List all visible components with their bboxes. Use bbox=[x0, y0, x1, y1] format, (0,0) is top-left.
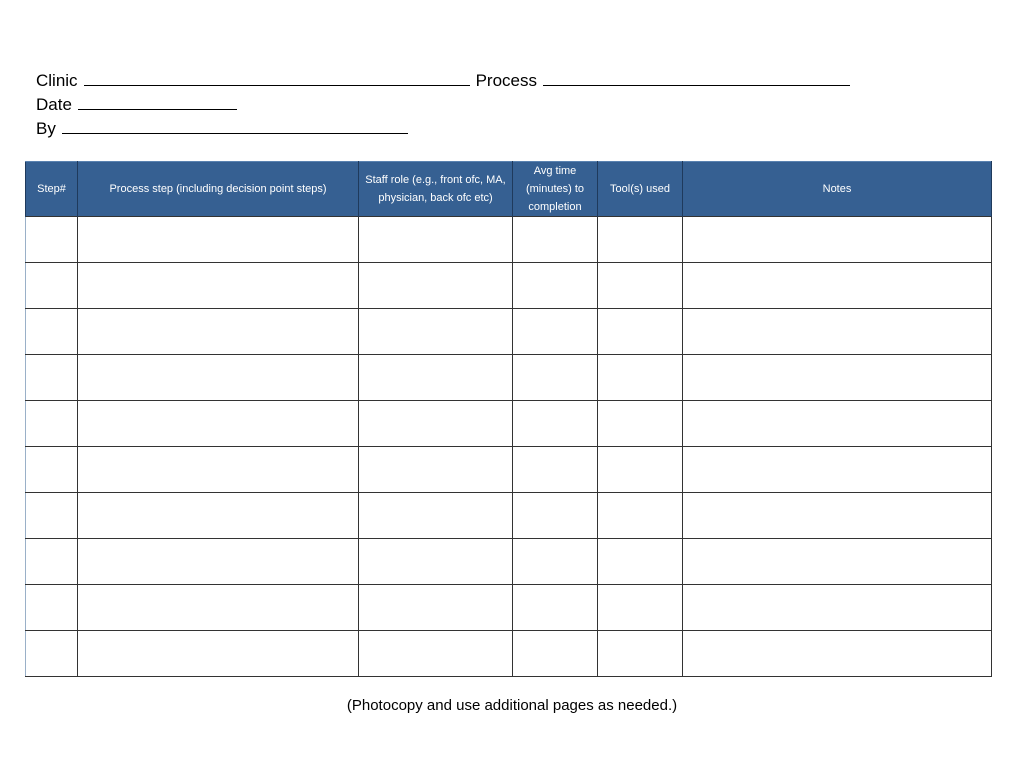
date-label: Date bbox=[36, 95, 72, 114]
notes-cell[interactable] bbox=[683, 447, 992, 493]
process-step-cell[interactable] bbox=[78, 631, 359, 677]
notes-cell[interactable] bbox=[683, 585, 992, 631]
notes-cell[interactable] bbox=[683, 631, 992, 677]
staff-role-cell[interactable] bbox=[359, 493, 513, 539]
date-line bbox=[36, 92, 850, 116]
step-number-cell[interactable] bbox=[26, 585, 78, 631]
staff-role-cell[interactable] bbox=[359, 309, 513, 355]
step-number-cell[interactable] bbox=[26, 217, 78, 263]
table-row bbox=[26, 447, 992, 493]
step-number-cell[interactable] bbox=[26, 309, 78, 355]
table-row bbox=[26, 401, 992, 447]
by-blank-line[interactable] bbox=[62, 116, 408, 134]
column-header-avg-time: Avg time (minutes) to completion bbox=[513, 162, 598, 217]
tools-used-cell[interactable] bbox=[598, 263, 683, 309]
tools-used-cell[interactable] bbox=[598, 401, 683, 447]
by-line bbox=[36, 116, 850, 140]
process-step-cell[interactable] bbox=[78, 309, 359, 355]
notes-cell[interactable] bbox=[683, 539, 992, 585]
avg-time-cell[interactable] bbox=[513, 401, 598, 447]
process-blank-line[interactable] bbox=[543, 68, 850, 86]
table-row bbox=[26, 539, 992, 585]
process-step-cell[interactable] bbox=[78, 217, 359, 263]
column-header-process-step: Process step (including decision point steps) bbox=[78, 162, 359, 217]
column-header-step-number: Step# bbox=[26, 162, 78, 217]
step-number-cell[interactable] bbox=[26, 539, 78, 585]
clinic-blank-line[interactable] bbox=[84, 68, 470, 86]
process-step-cell[interactable] bbox=[78, 355, 359, 401]
by-label: By bbox=[36, 119, 56, 138]
process-step-cell[interactable] bbox=[78, 585, 359, 631]
staff-role-cell[interactable] bbox=[359, 539, 513, 585]
notes-cell[interactable] bbox=[683, 355, 992, 401]
tools-used-cell[interactable] bbox=[598, 631, 683, 677]
notes-cell[interactable] bbox=[683, 401, 992, 447]
staff-role-cell[interactable] bbox=[359, 631, 513, 677]
clinic-process-line bbox=[36, 68, 850, 92]
tools-used-cell[interactable] bbox=[598, 585, 683, 631]
table-row bbox=[26, 631, 992, 677]
staff-role-cell[interactable] bbox=[359, 355, 513, 401]
column-header-notes: Notes bbox=[683, 162, 992, 217]
tools-used-cell[interactable] bbox=[598, 355, 683, 401]
tools-used-cell[interactable] bbox=[598, 309, 683, 355]
tools-used-cell[interactable] bbox=[598, 447, 683, 493]
process-step-cell[interactable] bbox=[78, 401, 359, 447]
column-header-tools-used: Tool(s) used bbox=[598, 162, 683, 217]
step-number-cell[interactable] bbox=[26, 355, 78, 401]
date-blank-line[interactable] bbox=[78, 92, 237, 110]
notes-cell[interactable] bbox=[683, 263, 992, 309]
tools-used-cell[interactable] bbox=[598, 539, 683, 585]
step-number-cell[interactable] bbox=[26, 493, 78, 539]
column-header-staff-role: Staff role (e.g., front ofc, MA, physician, back ofc etc) bbox=[359, 162, 513, 217]
process-label: Process bbox=[475, 71, 537, 90]
step-number-cell[interactable] bbox=[26, 631, 78, 677]
tools-used-cell[interactable] bbox=[598, 493, 683, 539]
form-header-fields bbox=[36, 68, 850, 140]
avg-time-cell[interactable] bbox=[513, 355, 598, 401]
avg-time-cell[interactable] bbox=[513, 493, 598, 539]
process-step-cell[interactable] bbox=[78, 263, 359, 309]
notes-cell[interactable] bbox=[683, 493, 992, 539]
notes-cell[interactable] bbox=[683, 217, 992, 263]
staff-role-cell[interactable] bbox=[359, 217, 513, 263]
table-row bbox=[26, 217, 992, 263]
table-row bbox=[26, 263, 992, 309]
process-step-cell[interactable] bbox=[78, 493, 359, 539]
table-row bbox=[26, 585, 992, 631]
table-header-row bbox=[26, 162, 992, 217]
table-body bbox=[26, 217, 992, 677]
staff-role-cell[interactable] bbox=[359, 263, 513, 309]
avg-time-cell[interactable] bbox=[513, 263, 598, 309]
staff-role-cell[interactable] bbox=[359, 447, 513, 493]
staff-role-cell[interactable] bbox=[359, 401, 513, 447]
process-steps-table bbox=[25, 161, 992, 677]
avg-time-cell[interactable] bbox=[513, 447, 598, 493]
staff-role-cell[interactable] bbox=[359, 585, 513, 631]
notes-cell[interactable] bbox=[683, 309, 992, 355]
process-step-cell[interactable] bbox=[78, 447, 359, 493]
clinic-label: Clinic bbox=[36, 71, 78, 90]
avg-time-cell[interactable] bbox=[513, 217, 598, 263]
footer-note: (Photocopy and use additional pages as needed.) bbox=[346, 697, 678, 714]
avg-time-cell[interactable] bbox=[513, 585, 598, 631]
table-row bbox=[26, 493, 992, 539]
avg-time-cell[interactable] bbox=[513, 309, 598, 355]
avg-time-cell[interactable] bbox=[513, 539, 598, 585]
step-number-cell[interactable] bbox=[26, 447, 78, 493]
step-number-cell[interactable] bbox=[26, 401, 78, 447]
table-row bbox=[26, 309, 992, 355]
step-number-cell[interactable] bbox=[26, 263, 78, 309]
process-step-cell[interactable] bbox=[78, 539, 359, 585]
avg-time-cell[interactable] bbox=[513, 631, 598, 677]
tools-used-cell[interactable] bbox=[598, 217, 683, 263]
table-row bbox=[26, 355, 992, 401]
